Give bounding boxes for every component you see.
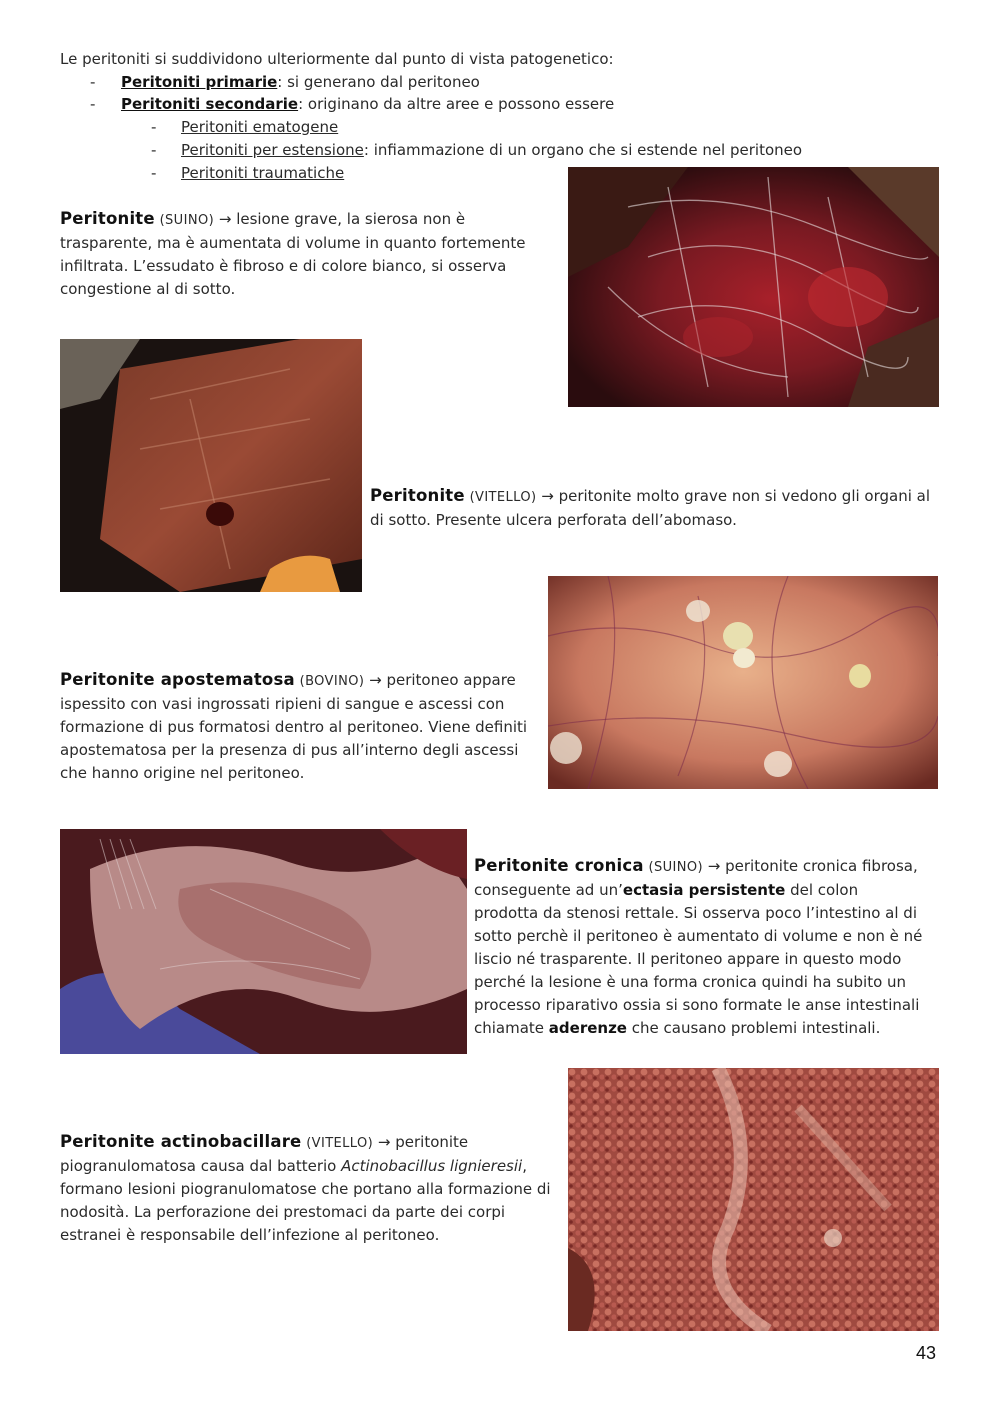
bovine-abscess-photo (548, 576, 938, 789)
section-title: Peritonite (370, 486, 465, 505)
section-peritonite-apostematosa: Peritonite apostematosa (BOVINO) → peritoneo appare ispessito con vasi ingrossati ripieni di sangue e ascessi con formazione di pus formatosi dentro al peritoneo. Viene definiti apostematosa per la presenza di pus all’interno degli ascessi che hanno origine nel peritoneo. (60, 670, 528, 782)
label-secondarie: Peritoniti secondarie (121, 95, 299, 113)
section-peritonite-actinobacillare: Peritonite actinobacillare (VITELLO) → peritonite piogranulomatosa causa dal batterio Actinobacillus lignieresii, formano lesioni piogranulomatose che portano alla formazione di nodosità. La perforazione dei prestomaci da parte dei corpi estranei è responsabile dell’infezione al peritoneo. (60, 1132, 551, 1244)
calf-abomasum-photo (60, 339, 362, 592)
bacterium-name: Actinobacillus lignieresii (341, 1157, 523, 1175)
term-ectasia: ectasia persistente (622, 881, 786, 899)
calf-granuloma-photo (568, 1068, 939, 1331)
term-aderenze: aderenze (548, 1019, 627, 1037)
section-peritonite-suino: Peritonite (SUINO) → lesione grave, la sierosa non è trasparente, ma è aumentata di volume in quanto fortemente infiltrata. L’essudato è fibroso e di colore bianco, si osserva congestione al di sotto. (60, 209, 526, 298)
subitem-traumatiche: - Peritoniti traumatiche (151, 164, 345, 182)
subitem-estensione: - Peritoniti per estensione: infiammazione di un organo che si estende nel peritoneo (151, 141, 803, 159)
intro-item-primarie: - Peritoniti primarie: si generano dal peritoneo (90, 73, 480, 91)
subitem-ematogene: - Peritoniti ematogene (151, 118, 339, 136)
section-title: Peritonite actinobacillare (60, 1132, 302, 1151)
intro-line: Le peritoniti si suddividono ulteriormente dal punto di vista patogenetico: (60, 50, 614, 68)
intro-item-secondarie: - Peritoniti secondarie: originano da altre aree e possono essere (90, 95, 615, 113)
section-title: Peritonite cronica (474, 856, 644, 875)
section-peritonite-cronica: Peritonite cronica (SUINO) → peritonite cronica fibrosa, conseguente ad un’ectasia persistente del colon prodotta da stenosi rettale. Si osserva poco l’intestino al di sotto perchè il peritoneo è aumentato di volume e non è né liscio né trasparente. Il peritoneo appare in questo modo perché la lesione è una forma cronica quindi ha subito un processo riparativo ossia si sono formate le anse intestinali chiamate aderenze che causano problemi intestinali. (474, 856, 923, 1037)
section-title: Peritonite (60, 209, 155, 228)
section-peritonite-vitello: Peritonite (VITELLO) → peritonite molto grave non si vedono gli organi al di sotto. Presente ulcera perforata dell’abomaso. (370, 486, 931, 529)
page-number: 43 (916, 1343, 937, 1363)
label-primarie: Peritoniti primarie (121, 73, 278, 91)
pig-peritoneum-photo (568, 167, 939, 407)
pig-colon-photo (60, 829, 467, 1054)
section-title: Peritonite apostematosa (60, 670, 295, 689)
